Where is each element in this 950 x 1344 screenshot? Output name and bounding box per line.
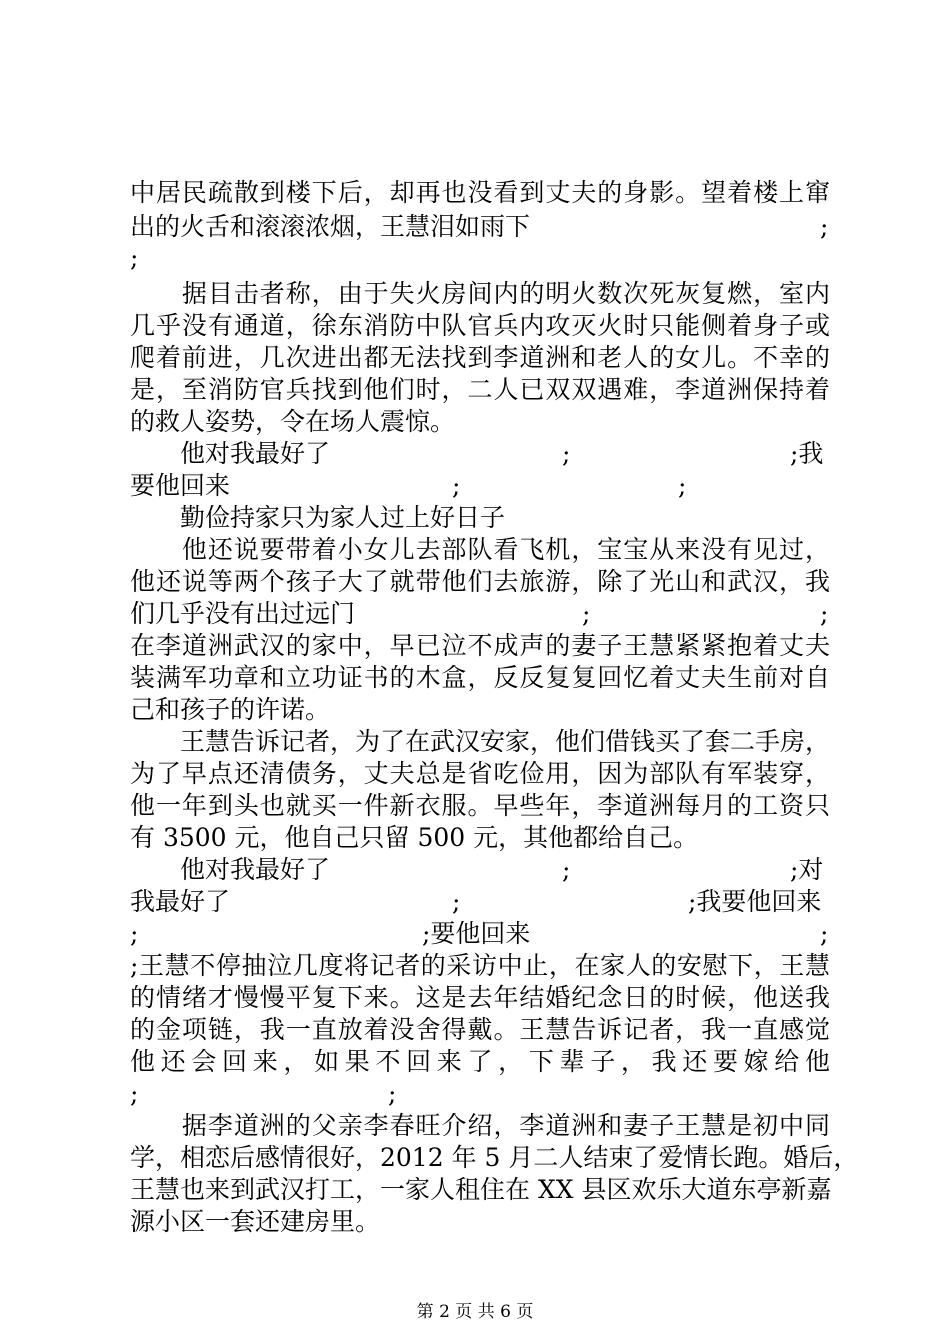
text-line: 王慧告诉记者，为了在武汉安家，他们借钱买了套二手房， <box>130 727 831 756</box>
page-footer: 第 2 页 共 6 页 <box>416 1302 534 1322</box>
text-line: 中居民疏散到楼下后，却再也没看到丈夫的身影。望着楼上窜 <box>130 178 830 207</box>
text-line: 源小区一套还建房里。 <box>130 1207 381 1236</box>
text-segment: ;要他回来 <box>422 919 531 948</box>
text-line <box>130 210 830 244</box>
text-line: 他还说等两个孩子大了就带他们去旅游，除了光山和武汉，我 <box>130 567 830 596</box>
text-line: 他一年到头也就买一件新衣服。早些年，李道洲每月的工资只 <box>130 791 830 820</box>
text-segment: 我最好了 <box>130 887 231 916</box>
text-line <box>130 241 830 275</box>
text-line: 的金项链，我一直放着没舍得戴。王慧告诉记者，我一直感觉 <box>130 1015 830 1044</box>
semicolon: ; <box>452 471 461 500</box>
text-segment: 们几乎没有出过远门 <box>130 599 356 628</box>
semicolon: ; <box>130 919 139 948</box>
text-line: ;王慧不停抽泣几度将记者的采访中止，在家人的安慰下，王慧 <box>130 951 830 980</box>
semicolon: ; <box>388 1079 397 1108</box>
text-line: 据李道洲的父亲李春旺介绍，李道洲和妻子王慧是初中同 <box>130 1111 830 1140</box>
text-line: 他还会回来，如果不回来了，下辈子，我还要嫁给他 <box>130 1047 830 1076</box>
semicolon: ; <box>820 919 829 948</box>
text-line: 勤俭持家只为家人过上好日子 <box>130 503 506 532</box>
semicolon: ; <box>562 439 571 468</box>
text-line: 王慧也来到武汉打工，一家人租住在 XX 县区欢乐大道东亭新嘉 <box>130 1175 832 1204</box>
text-line <box>130 917 830 951</box>
semicolon: ; <box>452 887 461 916</box>
text-line <box>130 885 830 919</box>
text-line <box>130 437 830 471</box>
text-line: 爬着前进，几次进出都无法找到李道洲和老人的女儿。不幸的 <box>130 343 830 372</box>
text-line <box>130 1077 830 1111</box>
text-line: 几乎没有通道，徐东消防中队官兵内攻灭火时只能侧着身子或 <box>130 311 830 340</box>
text-line: 他还说要带着小女儿去部队看飞机，宝宝从来没有见过， <box>130 535 830 564</box>
text-segment: ;对 <box>790 855 824 884</box>
text-line: 学，相恋后感情很好，2012 年 5 月二人结束了爱情长跑。婚后， <box>130 1143 859 1172</box>
text-line <box>130 469 830 503</box>
text-line: 据目击者称，由于失火房间内的明火数次死灰复燃，室内 <box>130 279 830 308</box>
semicolon: ; <box>678 471 687 500</box>
text-line: 在李道洲武汉的家中，早已泣不成声的妻子王慧紧紧抱着丈夫 <box>130 631 830 660</box>
text-line <box>130 853 830 887</box>
text-line: 有 3500 元，他自己只留 500 元，其他都给自己。 <box>130 823 699 852</box>
semicolon: ; <box>130 243 139 272</box>
semicolon: ; <box>562 855 571 884</box>
text-line <box>130 597 830 631</box>
text-line: 的救人姿势，令在场人震惊。 <box>130 407 456 436</box>
text-segment: 他对我最好了 <box>130 855 331 884</box>
text-line: 的情绪才慢慢平复下来。这是去年结婚纪念日的时候，他送我 <box>130 983 830 1012</box>
text-segment: ;我 <box>790 439 824 468</box>
semicolon: ; <box>582 599 591 628</box>
text-segment: 要他回来 <box>130 471 231 500</box>
semicolon: ; <box>820 599 829 628</box>
text-line: 是，至消防官兵找到他们时，二人已双双遇难，李道洲保持着 <box>130 375 830 404</box>
text-segment: ;我要他回来 <box>688 887 822 916</box>
semicolon: ; <box>820 212 829 241</box>
text-line: 为了早点还清债务，丈夫总是省吃俭用，因为部队有军装穿， <box>130 759 830 788</box>
text-line: 己和孩子的许诺。 <box>130 695 331 724</box>
text-segment: 出的火舌和滚滚浓烟，王慧泪如雨下 <box>130 212 531 241</box>
text-segment: 他对我最好了 <box>130 439 331 468</box>
semicolon: ; <box>130 1079 139 1108</box>
text-line: 装满军功章和立功证书的木盒，反反复复回忆着丈夫生前对自 <box>130 663 830 692</box>
